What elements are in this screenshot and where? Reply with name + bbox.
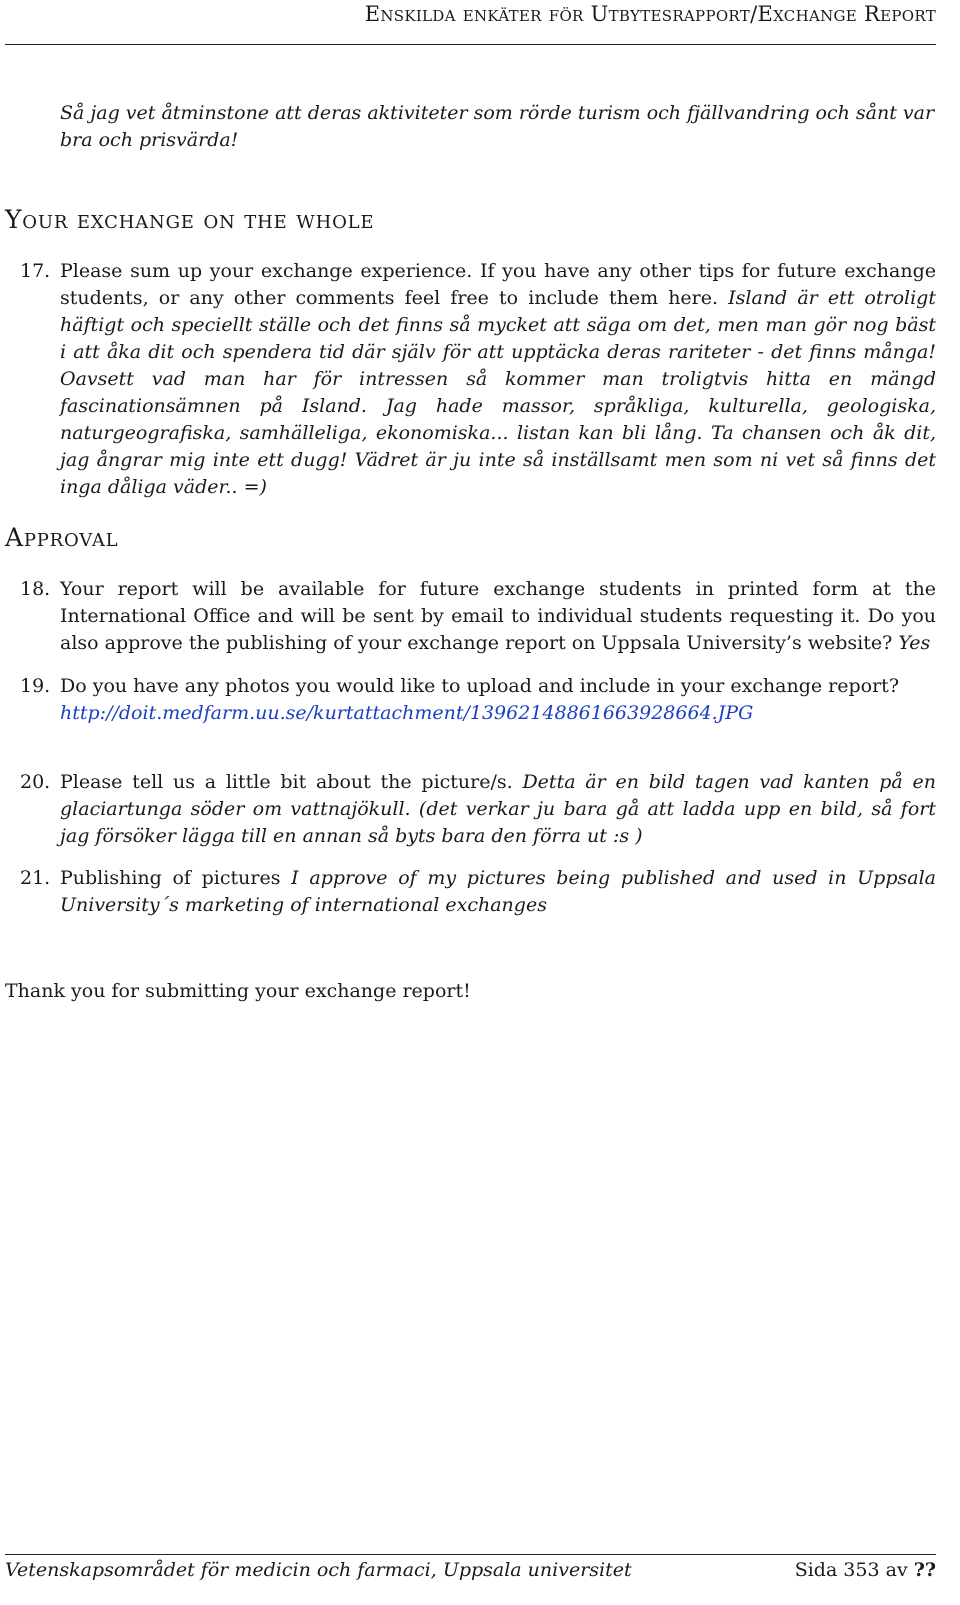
question-text: Do you have any photos you would like to upload and include in your exchange report? bbox=[60, 675, 900, 697]
answer-text: Detta är en bild tagen vad kanten på en glaciartunga söder om vattnajökull. (det verkar ju bara gå att ladda upp en bild, så fort jag försöker lägga till en annan så byts bara den förra ut :s ) bbox=[60, 771, 936, 847]
question-text: Your report will be available for future exchange students in printed form at the International Office and will be sent by email to individual students requesting it. Do you also approve the publishing of your exchange report on Uppsala University’s website? bbox=[60, 578, 936, 654]
page-footer bbox=[5, 1554, 936, 1605]
question-number: 20. bbox=[20, 771, 51, 793]
question-21 bbox=[20, 865, 936, 919]
previous-answer-continuation: Så jag vet åtminstone att deras aktiviteter som rörde turism och fjällvandring och sånt var bra och prisvärda! bbox=[60, 102, 935, 151]
question-text: Please tell us a little bit about the picture/s. bbox=[60, 771, 513, 793]
page-total: ?? bbox=[913, 1559, 936, 1581]
question-19 bbox=[20, 673, 936, 727]
question-number: 21. bbox=[20, 867, 51, 889]
page-number-text: Sida 353 av bbox=[794, 1559, 908, 1581]
section-title-exchange-whole: Your exchange on the whole bbox=[5, 205, 375, 234]
question-text: Publishing of pictures bbox=[60, 867, 281, 889]
question-text: Please sum up your exchange experience. If you have any other tips for future exchange students, or any other comments feel free to include them here. bbox=[60, 260, 936, 309]
running-header-title: Enskilda enkäter för Utbytesrapport/Exchange Report bbox=[364, 2, 936, 26]
page-header bbox=[5, 0, 936, 45]
section-title-approval: Approval bbox=[5, 523, 119, 552]
answer-text: I approve of my pictures being published and used in Uppsala University´s marketing of international exchanges bbox=[60, 867, 936, 916]
answer-text: Yes bbox=[898, 632, 931, 654]
question-number: 18. bbox=[20, 578, 51, 600]
footer-institution: Vetenskapsområdet för medicin och farmaci, Uppsala universitet bbox=[5, 1559, 632, 1581]
question-number: 17. bbox=[20, 260, 51, 282]
photo-attachment-link[interactable]: http://doit.medfarm.uu.se/kurtattachment/13962148861663928664.JPG bbox=[60, 702, 754, 724]
answer-text: Island är ett otroligt häftigt och speciellt ställe och det finns så mycket att säga om det, men man gör nog bäst i att åka dit och spendera tid där själv för att upptäcka deras rariteter - det finns många! Oavsett vad man har för intressen så kommer man troligtvis hitta en mängd fascinationsämnen på Island. Jag hade massor, språkliga, kulturella, geologiska, naturgeografiska, samhälleliga, ekonomiska... listan kan bli lång. Ta chansen och åk dit, jag ångrar mig inte ett dugg! Vädret är ju inte så inställsamt men som ni vet så finns det inga dåliga väder.. =) bbox=[60, 287, 936, 498]
thank-you-message: Thank you for submitting your exchange report! bbox=[5, 980, 471, 1002]
question-20 bbox=[20, 769, 936, 850]
question-17 bbox=[20, 258, 936, 501]
question-number: 19. bbox=[20, 675, 51, 697]
footer-page-number bbox=[795, 1559, 936, 1581]
question-18 bbox=[20, 576, 936, 657]
